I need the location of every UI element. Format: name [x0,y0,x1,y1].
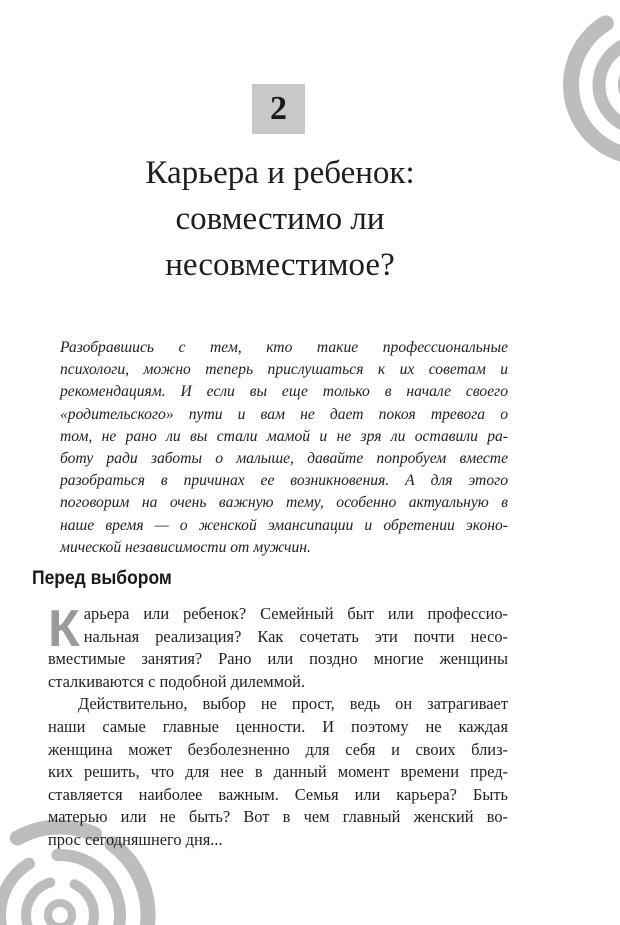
chapter-number [252,84,305,134]
body-line: женщина может безболезненно для себя и своих близ- [48,739,508,759]
intro-line: психологи, можно теперь прислушаться к их советам и [60,361,508,379]
chapter-intro [60,337,508,559]
body-line: вместимые занятия? Рано или поздно многие женщины [48,649,508,669]
intro-line: наше время — о женской эмансипации и обретении эконо- [60,516,508,534]
decorative-swirl-top [548,0,620,170]
chapter-title [60,150,500,288]
intro-line: мической независимости от мужчин. [60,538,311,556]
intro-line: Разобравшись с тем, кто такие профессиональные [60,339,508,356]
body-line: нальная реализация? Как сочетать эти почти несо- [83,626,508,646]
paragraph-1 [48,600,508,693]
body-line: арьера или ребенок? Семейный быт или профессио- [83,604,508,623]
body-line: ких решить, что для нее в данный момент времени пред- [48,762,508,782]
body-line: Действительно, выбор не прост, ведь он затрагивает [78,694,508,714]
intro-line: разобраться в причинах ее возникновения. А для этого [60,472,508,490]
intro-line: том, не рано ли вы стали мамой и не зря ли оставили ра- [60,427,508,445]
chapter-title-line: несовместимое? [165,247,395,283]
body-line: ставляется наиболее важным. Семья или карьера? Быть [48,784,508,804]
drop-cap: К [48,600,80,658]
intro-line: боту ради заботы о малыше, давайте попробуем вместе [60,450,508,468]
body-line: матерью или не быть? Вот в чем главный женский во- [48,807,508,827]
intro-line: рекомендациям. И если вы еще только в начале своего [60,383,508,401]
paragraph-2 [48,693,508,851]
chapter-number-text: 2 [270,90,287,127]
section-body [48,600,508,852]
intro-line: «родительского» пути и вам не дает покоя тревога о [60,405,508,423]
intro-line: поговорим на очень важную тему, особенно актуальную в [60,494,508,512]
chapter-title-line: совместимо ли [175,201,385,237]
body-line: прос сегодняшнего дня... [48,829,223,849]
section-heading: Перед выбором [32,568,172,589]
body-line: сталкиваются с подобной дилеммой. [48,671,306,691]
body-line: наши самые главные ценности. И поэтому не каждая [48,716,508,736]
chapter-title-line: Карьера и ребенок: [145,155,415,191]
